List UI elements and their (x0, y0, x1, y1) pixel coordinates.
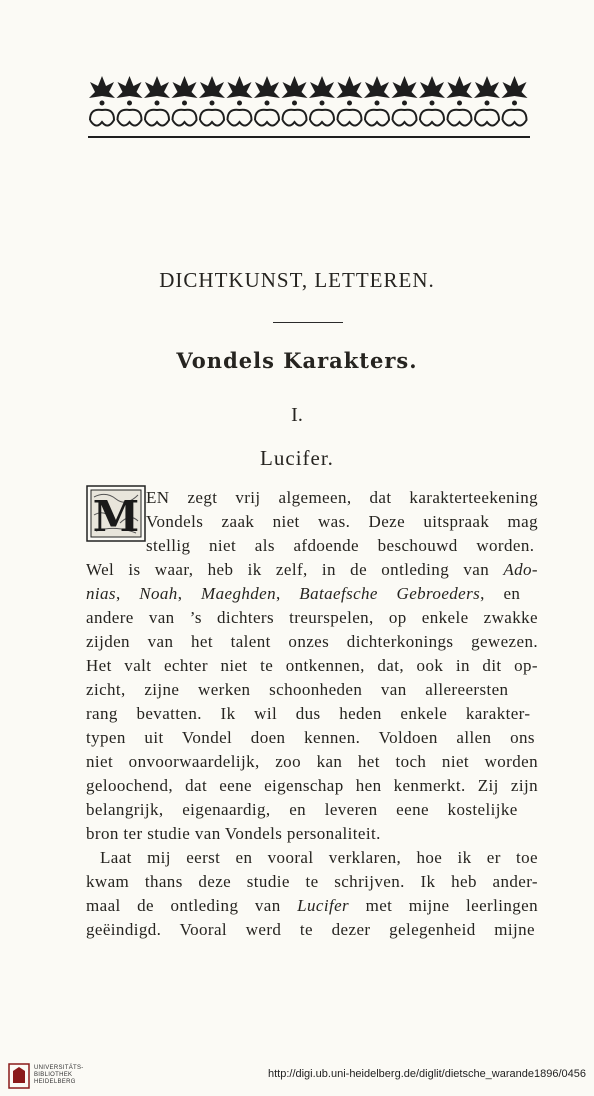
chapter-number: I. (291, 404, 303, 426)
source-url[interactable]: http://digi.ub.uni-heidelberg.de/diglit/dietsche_warande1896/0456 (267, 1068, 586, 1080)
decorated-initial (86, 485, 146, 542)
ornament-leaf (254, 76, 280, 98)
text-line (86, 560, 538, 580)
text-line: geëindigd. Vooral werd te dezer gelegenheid mijne (86, 920, 535, 939)
text-line: niet onvoorwaardelijk, zoo kan het toch niet worden (86, 752, 538, 771)
ornament-dot (182, 101, 187, 106)
ornament-scroll (448, 110, 472, 126)
ornament-scroll (393, 110, 417, 126)
ornament-scroll (365, 110, 389, 126)
text-line: bron ter studie van Vondels personaliteit. (86, 824, 381, 843)
ornament-leaf (227, 76, 253, 98)
ornament-dot (512, 101, 517, 106)
ornament-scroll (420, 110, 444, 126)
text-line: Vondels zaak niet was. Deze uitspraak mag (146, 512, 538, 531)
library-logo (8, 1063, 98, 1091)
line-text: maal de ontleding van (86, 896, 298, 915)
ornament-scroll (338, 110, 362, 126)
ornament-scroll (228, 110, 252, 126)
ornament-leaf (447, 76, 473, 98)
italic-title: Maeghden (201, 584, 276, 603)
line-text: , en (480, 584, 521, 603)
text-line (86, 584, 520, 604)
ornament-dot (347, 101, 352, 106)
ornament-leaf (392, 76, 418, 98)
ornament-dot (265, 101, 270, 106)
ornament-leaf (502, 76, 528, 98)
ornament-dot (485, 101, 490, 106)
ornament-dot (100, 101, 105, 106)
line-text: zegt vrij algemeen, dat karakterteekening (169, 488, 538, 507)
ornament-dot (155, 101, 160, 106)
ornament-dot (127, 101, 132, 106)
ornament-leaf (144, 76, 170, 98)
ornament-leaf (172, 76, 198, 98)
ornament-scroll (475, 110, 499, 126)
line-text: , (177, 584, 202, 603)
library-seal-icon (8, 1063, 30, 1089)
ornament-scroll (90, 110, 114, 126)
ornament-dot (457, 101, 462, 106)
ornament-dot (320, 101, 325, 106)
ornament-scroll (118, 110, 142, 126)
text-line: Laat mij eerst en vooral verklaren, hoe ik er toe (100, 848, 538, 867)
ornament-leaf (474, 76, 500, 98)
ornament-leaf (309, 76, 335, 98)
text-line: belangrijk, eigenaardig, en leveren eene kostelijke (86, 800, 518, 819)
text-line: geloochend, dat eene eigenschap hen kenmerkt. Zij zijn (86, 776, 538, 795)
ornament-scroll (283, 110, 307, 126)
ornament-dot (375, 101, 380, 106)
text-line: Het valt echter niet te ontkennen, dat, ook in dit op- (86, 656, 538, 675)
line-text: , (115, 584, 140, 603)
ornament-dot (402, 101, 407, 106)
italic-title: Bataefsche Gebroeders (299, 584, 481, 603)
text-line: rang bevatten. Ik wil dus heden enkele karakter- (86, 704, 531, 723)
italic-title: Ado- (503, 560, 538, 579)
text-line: andere van ’s dichters treurspelen, op enkele zwakke (86, 608, 538, 627)
ornament-leaf (364, 76, 390, 98)
line-text: , (275, 584, 300, 603)
ornament-dot (292, 101, 297, 106)
ornament-scroll (200, 110, 224, 126)
text-line: zicht, zijne werken schoonheden van allereersten (86, 680, 509, 699)
divider-rule (273, 322, 343, 323)
section-title: DICHTKUNST, LETTEREN. (159, 268, 435, 292)
ornament-scroll (173, 110, 197, 126)
header-ornament (88, 72, 530, 140)
ornament-leaf (419, 76, 445, 98)
text-line (86, 896, 538, 916)
small-caps-text: EN (146, 488, 170, 507)
text-line: zijden van het talent onzes dichterkonings gewezen. (86, 632, 538, 651)
ornament-scroll (503, 110, 527, 126)
library-name: UNIVERSITÄTS- BIBLIOTHEK HEIDELBERG (34, 1065, 84, 1085)
ornament-scroll (310, 110, 334, 126)
ornament-scroll (255, 110, 279, 126)
ornament-leaf (282, 76, 308, 98)
chapter-title: Lucifer. (260, 446, 334, 470)
text-line: kwam thans deze studie te schrijven. Ik heb ander- (86, 872, 538, 891)
ornament-scroll (145, 110, 169, 126)
text-line: stellig niet als afdoende beschouwd worden. (146, 536, 535, 555)
ornament-dot (210, 101, 215, 106)
italic-title: Lucifer (297, 896, 350, 915)
ornament-leaf (199, 76, 225, 98)
article-title: Vondels Karakters. (176, 348, 418, 373)
italic-title: Noah (139, 584, 178, 603)
text-line: typen uit Vondel doen kennen. Voldoen allen ons (86, 728, 535, 747)
ornament-leaf (89, 76, 115, 98)
line-text: met mijne leerlingen (349, 896, 538, 915)
line-text: Wel is waar, heb ik zelf, in de ontleding van (86, 560, 504, 579)
text-line (146, 488, 538, 508)
ornament-leaf (117, 76, 143, 98)
ornament-dot (430, 101, 435, 106)
ornament-leaf (337, 76, 363, 98)
italic-title: nias (86, 584, 116, 603)
ornament-dot (237, 101, 242, 106)
initial-letter: M (92, 492, 140, 541)
